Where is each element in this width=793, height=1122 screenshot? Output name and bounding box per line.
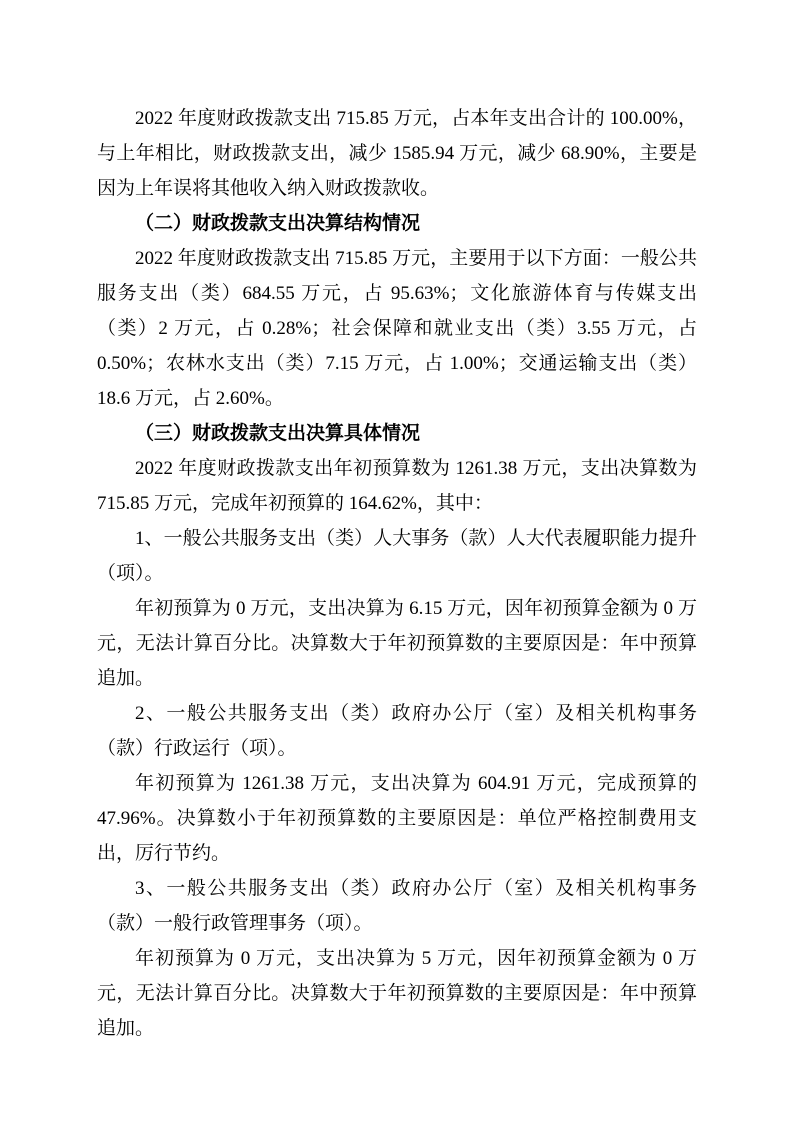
document-text-block — [97, 101, 697, 1046]
paragraph-item-2-detail: 年初预算为 1261.38 万元，支出决算为 604.91 万元，完成预算的 47.96%。决算数小于年初预算数的主要原因是：单位严格控制费用支出，厉行节约。 — [97, 773, 697, 864]
heading-section-3-expenditure-specifics: （三）财政拨款支出决算具体情况 — [135, 423, 421, 444]
heading-section-2-expenditure-structure: （二）财政拨款支出决算结构情况 — [135, 213, 421, 234]
paragraph-item-1-title: 1、一般公共服务支出（类）人大事务（款）人大代表履职能力提升（项）。 — [97, 528, 697, 584]
paragraph-budget-vs-final-summary: 2022 年度财政拨款支出年初预算数为 1261.38 万元，支出决算数为 715.85 万元，完成年初预算的 164.62%，其中： — [97, 458, 697, 514]
paragraph-expenditure-structure-detail: 2022 年度财政拨款支出 715.85 万元，主要用于以下方面：一般公共服务支出（类）684.55 万元，占 95.63%；文化旅游体育与传媒支出（类）2 万元，占 0.28%；社会保障和就业支出（类）3.55 万元，占 0.50%；农林水支出（类）7.15 万元，占 1.00%；交通运输支出（类）18.6 万元，占 2.60%。 — [97, 248, 697, 409]
paragraph-item-3-detail: 年初预算为 0 万元，支出决算为 5 万元，因年初预算金额为 0 万元，无法计算百分比。决算数大于年初预算数的主要原因是：年中预算追加。 — [97, 948, 697, 1039]
paragraph-item-1-detail: 年初预算为 0 万元，支出决算为 6.15 万元，因年初预算金额为 0 万元，无法计算百分比。决算数大于年初预算数的主要原因是：年中预算追加。 — [97, 598, 697, 689]
paragraph-item-2-title: 2、一般公共服务支出（类）政府办公厅（室）及相关机构事务（款）行政运行（项）。 — [97, 703, 697, 759]
paragraph-item-3-title: 3、一般公共服务支出（类）政府办公厅（室）及相关机构事务（款）一般行政管理事务（项）。 — [97, 878, 697, 934]
paragraph-fiscal-expenditure-overview: 2022 年度财政拨款支出 715.85 万元，占本年支出合计的 100.00%，与上年相比，财政拨款支出，减少 1585.94 万元，减少 68.90%，主要是因为上年误将其他收入纳入财政拨款收。 — [97, 108, 697, 199]
